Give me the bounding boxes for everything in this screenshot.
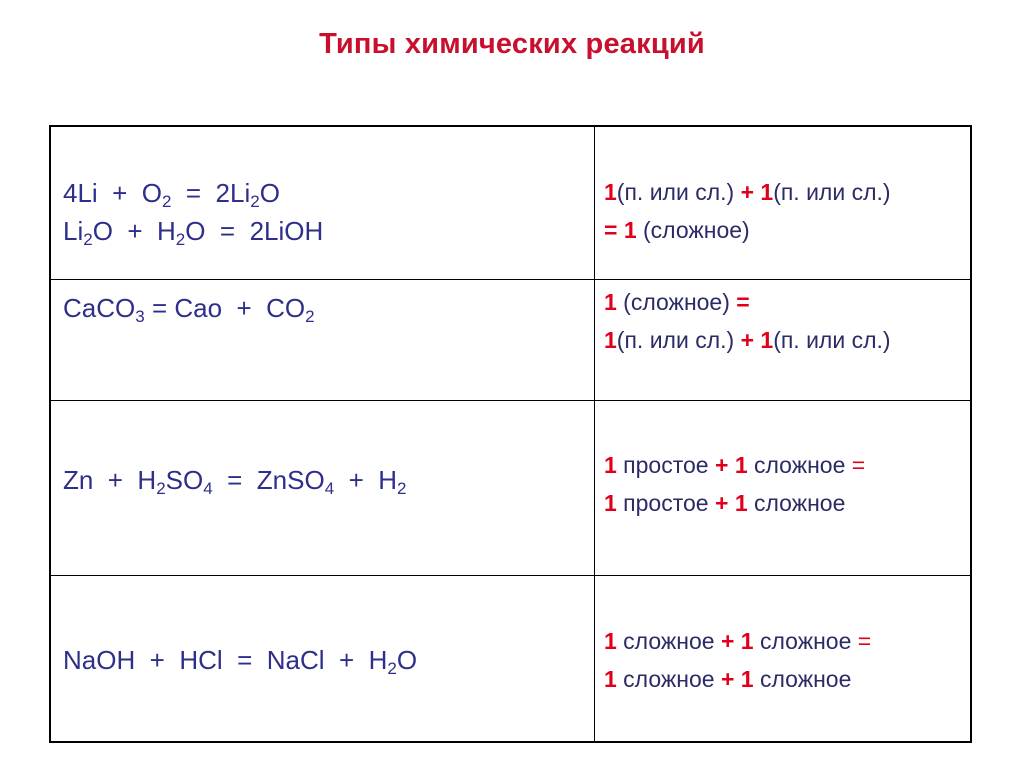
operator-sign: + xyxy=(714,490,729,516)
subscript: 2 xyxy=(305,307,315,326)
description-cell xyxy=(604,446,969,522)
count-number: 1 xyxy=(734,452,748,478)
formula-text: Li xyxy=(63,216,84,246)
formula-text: = 2Li xyxy=(171,178,251,208)
formula-text: O + H xyxy=(92,216,176,246)
description-text: сложное xyxy=(747,490,846,516)
formula-text: O xyxy=(396,645,418,675)
description-line xyxy=(604,283,969,321)
count-number: 1 xyxy=(604,289,617,315)
subscript: 2 xyxy=(175,230,186,249)
count-number: 1 xyxy=(760,179,774,205)
description-text: (сложное) xyxy=(616,289,737,315)
equation-line xyxy=(63,174,588,212)
subscript: 4 xyxy=(324,479,335,498)
operator-sign: = xyxy=(857,628,872,654)
subscript: 2 xyxy=(156,479,166,498)
equation-cell xyxy=(63,461,588,499)
subscript: 2 xyxy=(162,192,172,211)
equation-line xyxy=(63,461,588,499)
operator-sign: = xyxy=(851,452,866,478)
description-text: (сложное) xyxy=(636,217,750,243)
description-text: простое xyxy=(616,490,715,516)
description-text: сложное xyxy=(616,666,721,692)
description-text: простое xyxy=(616,452,715,478)
count-number: 1 xyxy=(604,628,617,654)
description-line xyxy=(604,446,969,484)
count-number: 1 xyxy=(740,666,754,692)
count-number: 1 xyxy=(740,628,754,654)
description-text: сложное xyxy=(747,452,852,478)
operator-sign: + xyxy=(720,628,735,654)
formula-text: 4Li + O xyxy=(63,178,162,208)
description-text: сложное xyxy=(753,666,852,692)
count-number: 1 xyxy=(734,490,748,516)
equation-line xyxy=(63,641,588,679)
equation-line xyxy=(63,289,588,327)
description-text: сложное xyxy=(753,628,858,654)
count-number: 1 xyxy=(760,327,774,353)
operator-sign: + xyxy=(720,666,735,692)
subscript: 2 xyxy=(83,230,93,249)
operator-sign: + xyxy=(740,179,754,205)
count-number: 1 xyxy=(604,666,617,692)
subscript: 2 xyxy=(387,659,397,678)
equation-line xyxy=(63,212,588,250)
equation-cell xyxy=(63,289,588,327)
operator-sign: + xyxy=(740,327,754,353)
description-line xyxy=(604,660,969,698)
count-number: 1 xyxy=(623,217,637,243)
reactions-table xyxy=(49,125,972,743)
count-number: 1 xyxy=(604,327,617,353)
description-text: сложное xyxy=(616,628,721,654)
description-text: (п. или сл.) xyxy=(616,327,741,353)
row-divider xyxy=(51,575,970,576)
formula-text: SO xyxy=(165,465,204,495)
operator-sign: = xyxy=(736,289,750,315)
formula-text: Zn + H xyxy=(63,465,157,495)
operator-sign: + xyxy=(714,452,729,478)
subscript: 4 xyxy=(203,479,213,498)
description-line xyxy=(604,173,969,211)
count-number: 1 xyxy=(604,179,617,205)
description-text: (п. или сл.) xyxy=(773,179,891,205)
count-number: 1 xyxy=(604,452,617,478)
count-number: 1 xyxy=(604,490,617,516)
description-line xyxy=(604,321,969,359)
formula-text: O xyxy=(259,178,280,208)
description-cell xyxy=(604,173,969,249)
formula-text: + H xyxy=(334,465,398,495)
formula-text: = ZnSO xyxy=(212,465,325,495)
description-text: (п. или сл.) xyxy=(616,179,741,205)
column-divider xyxy=(594,127,595,741)
subscript: 2 xyxy=(250,192,260,211)
equation-cell xyxy=(63,641,588,679)
subscript: 2 xyxy=(397,479,407,498)
equation-cell xyxy=(63,174,588,250)
subscript: 3 xyxy=(135,307,145,326)
formula-text: O = 2LiOH xyxy=(185,216,324,246)
formula-text: CaCO xyxy=(63,293,136,323)
description-line xyxy=(604,484,969,522)
row-divider xyxy=(51,279,970,280)
row-divider xyxy=(51,400,970,401)
description-cell xyxy=(604,622,969,698)
page-title: Типы химических реакций xyxy=(319,28,705,60)
formula-text: = Cao + CO xyxy=(144,293,306,323)
description-text: (п. или сл.) xyxy=(773,327,891,353)
description-line xyxy=(604,211,969,249)
description-line xyxy=(604,622,969,660)
operator-sign: = xyxy=(604,217,618,243)
formula-text: NaOH + HCl = NaCl + H xyxy=(63,645,388,675)
description-cell xyxy=(604,283,969,359)
